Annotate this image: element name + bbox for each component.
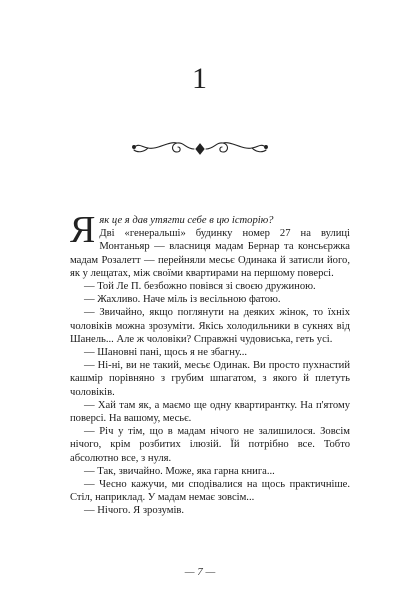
paragraph: — Шановні пані, щось я не збагну...: [84, 347, 248, 359]
opening-question: як це я дав утягти себе в цю історію?: [99, 215, 274, 226]
paragraph: — Чесно кажучи, ми сподівалися на щось практичніше. Стіл, наприклад. У мадам немає зовсім...: [70, 479, 350, 504]
paragraph: — Ні-ні, ви не такий, месьє Одинак. Ви просто пухнастий кашмір порівняно з грубим шпагатом, з якого й плетуть чоловіків.: [70, 360, 350, 398]
paragraph: — Хай там як, а маємо ще одну квартирантку. На п'ятому поверсі. На вашому, месьє.: [70, 399, 350, 425]
drop-cap: Я: [70, 209, 96, 251]
paragraph: — Звичайно, якщо поглянути на деяких жінок, то їхніх чоловіків можна зрозуміти. Якісь холодильники в сукнях від Шанель... Але ж чоловіки? Справжні чудовиська, геть усі.: [70, 307, 350, 345]
chapter-number: 1: [192, 62, 208, 95]
paragraph: Дві «генеральші» будинку номер 27 на вулиці Монтаньяр — власниця мадам Бернар та консьєржка мадам Розалетт — перейняли месьє Одинака й затисли його, як у лещатах, між своїми квартирами на першому поверсі.: [70, 228, 350, 279]
body-text: [70, 209, 350, 518]
paragraph: — Жахливо. Наче міль із весільною фатою.: [84, 294, 281, 306]
flourish-ornament-icon: [128, 136, 272, 162]
paragraph: — Річ у тім, що в мадам нічого не залишилося. Зовсім нічого, крім розбитих ілюзій. Їй потрібно все. Тобто абсолютно все, з нуля.: [70, 426, 350, 464]
page-number: — 7 —: [184, 566, 216, 578]
paragraph: — Нічого. Я зрозумів.: [84, 505, 185, 517]
paragraph: — Так, звичайно. Може, яка гарна книга...: [84, 465, 275, 477]
opening-paragraph: [70, 209, 350, 280]
paragraph: — Той Ле П. безбожно повівся зі своєю дружиною.: [84, 281, 316, 293]
